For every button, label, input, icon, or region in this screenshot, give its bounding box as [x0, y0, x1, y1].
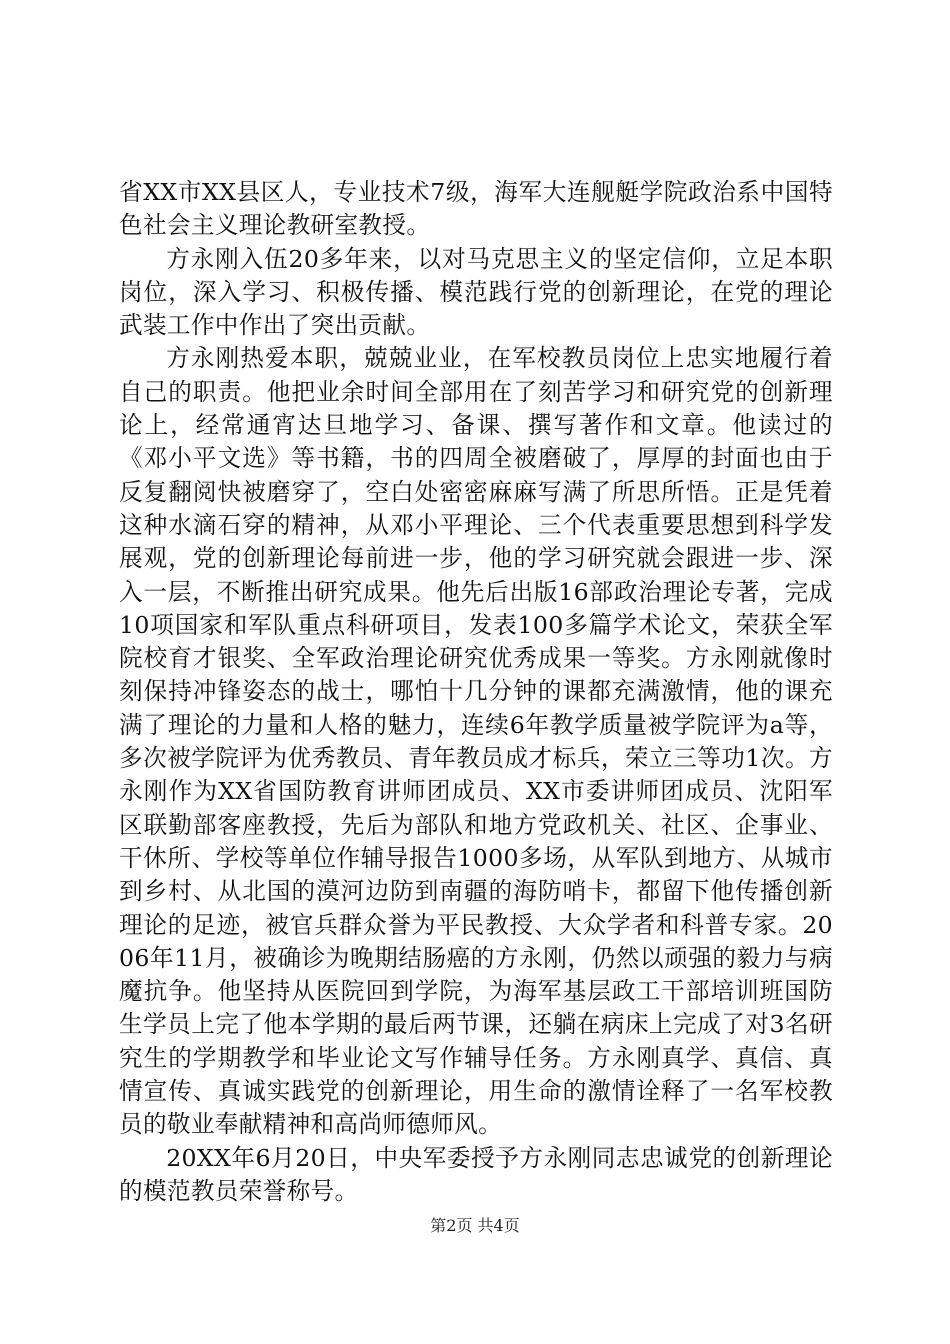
document-body	[119, 176, 833, 1208]
paragraph-continuation: 省XX市XX县区人，专业技术7级，海军大连舰艇学院政治系中国特色社会主义理论教研室教授。	[119, 178, 833, 240]
page-number-footer: 第2页 共4页	[430, 1216, 520, 1235]
paragraph-intro: 方永刚入伍20多年来，以对马克思主义的坚定信仰，立足本职岗位，深入学习、积极传播、模范践行党的创新理论，在党的理论武装工作中作出了突出贡献。	[119, 244, 833, 340]
paragraph-main: 方永刚热爱本职，兢兢业业，在军校教员岗位上忠实地履行着自己的职责。他把业余时间全部用在了刻苦学习和研究党的创新理论上，经常通宵达旦地学习、备课、撰写著作和文章。他读过的《邓小平文选》等书籍，书的四周全被磨破了，厚厚的封面也由于反复翻阅快被磨穿了，空白处密密麻麻写满了所思所悟。正是凭着这种水滴石穿的精神，从邓小平理论、三个代表重要思想到科学发展观，党的创新理论每前进一步，他的学习研究就会跟进一步、深入一层，不断推出研究成果。他先后出版16部政治理论专著，完成10项国家和军队重点科研项目，发表100多篇学术论文，荣获全军院校育才银奖、全军政治理论研究优秀成果一等奖。方永刚就像时刻保持冲锋姿态的战士，哪怕十几分钟的课都充满激情，他的课充满了理论的力量和人格的魅力，连续6年教学质量被学院评为a等，多次被学院评为优秀教员、青年教员成才标兵，荣立三等功1次。方永刚作为XX省国防教育讲师团成员、XX市委讲师团成员、沈阳军区联勤部客座教授，先后为部队和地方党政机关、社区、企事业、干休所、学校等单位作辅导报告1000多场，从军队到地方、从城市到乡村、从北国的漠河边防到南疆的海防哨卡，都留下他传播创新理论的足迹，被官兵群众誉为平民教授、大众学者和科普专家。2006年11月，被确诊为晚期结肠癌的方永刚，仍然以顽强的毅力与病魔抗争。他坚持从医院回到学院，为海军基层政工干部培训班国防生学员上完了他本学期的最后两节课，还躺在病床上完成了对3名研究生的学期教学和毕业论文写作辅导任务。方永刚真学、真信、真情宣传、真诚实践党的创新理论，用生命的激情诠释了一名军校教员的敬业奉献精神和高尚师德师风。	[119, 344, 833, 1139]
paragraph-honor: 20XX年6月20日，中央军委授予方永刚同志忠诚党的创新理论的模范教员荣誉称号。	[119, 1143, 833, 1205]
